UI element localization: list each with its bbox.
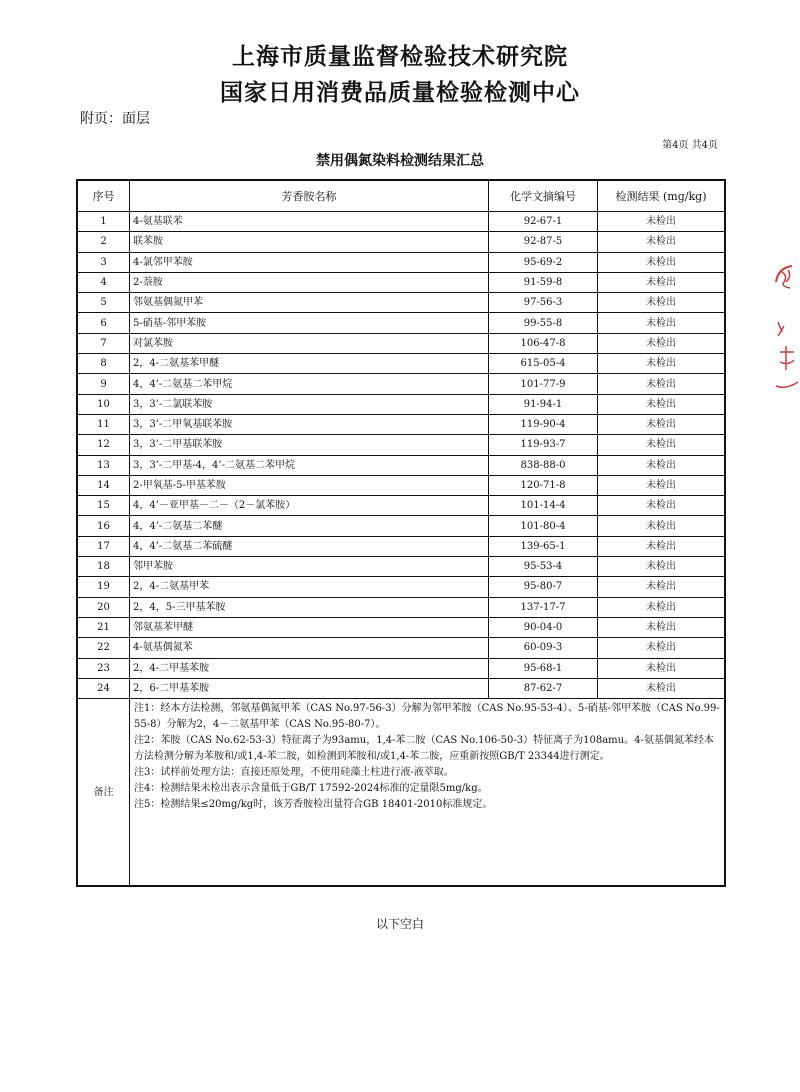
row-cas-number: 60-09-3 <box>489 638 598 658</box>
table-row <box>77 617 725 637</box>
table-header-row <box>77 180 725 212</box>
note-3: 注3：试样前处理方法：直接还原处理，不使用硅藻土柱进行液-液萃取。 <box>134 767 454 779</box>
row-serial: 2 <box>77 232 130 252</box>
row-result: 未检出 <box>598 414 726 434</box>
table-row <box>77 536 725 556</box>
table-row <box>77 516 725 536</box>
attachment-label: 附页：面层 <box>80 111 150 127</box>
table-row <box>77 232 725 252</box>
row-amine-name: 2，4-二甲基苯胺 <box>130 658 489 678</box>
row-amine-name: 邻氨基苯甲醚 <box>130 617 489 637</box>
row-serial: 24 <box>77 678 130 698</box>
table-row <box>77 333 725 353</box>
table-row <box>77 212 725 232</box>
row-amine-name: 5-硝基-邻甲苯胺 <box>130 313 489 333</box>
table-row <box>77 455 725 475</box>
header-result: 检测结果 (mg/kg) <box>598 180 726 212</box>
row-cas-number: 97-56-3 <box>489 293 598 313</box>
table-row <box>77 638 725 658</box>
row-cas-number: 95-68-1 <box>489 658 598 678</box>
row-amine-name: 邻氨基偶氮甲苯 <box>130 293 489 313</box>
notes-row <box>77 699 725 887</box>
note-4: 注4：检测结果未检出表示含量低于GB/T 17592-2024标准的定量限5mg/kg。 <box>134 783 488 795</box>
row-result: 未检出 <box>598 435 726 455</box>
row-result: 未检出 <box>598 658 726 678</box>
row-result: 未检出 <box>598 617 726 637</box>
row-amine-name: 4，4’－亚甲基－二－（2－氯苯胺） <box>130 496 489 516</box>
row-cas-number: 99-55-8 <box>489 313 598 333</box>
row-amine-name: 2，4-二氨基甲苯 <box>130 577 489 597</box>
row-result: 未检出 <box>598 212 726 232</box>
table-row <box>77 394 725 414</box>
row-result: 未检出 <box>598 678 726 698</box>
row-result: 未检出 <box>598 374 726 394</box>
table-row <box>77 658 725 678</box>
row-cas-number: 615-05-4 <box>489 354 598 374</box>
row-cas-number: 90-04-0 <box>489 617 598 637</box>
table-row <box>77 597 725 617</box>
row-result: 未检出 <box>598 496 726 516</box>
row-cas-number: 87-62-7 <box>489 678 598 698</box>
row-amine-name: 联苯胺 <box>130 232 489 252</box>
row-result: 未检出 <box>598 313 726 333</box>
row-serial: 14 <box>77 475 130 495</box>
row-amine-name: 2，4-二氨基苯甲醚 <box>130 354 489 374</box>
row-result: 未检出 <box>598 597 726 617</box>
row-serial: 15 <box>77 496 130 516</box>
table-row <box>77 374 725 394</box>
table-row <box>77 557 725 577</box>
row-serial: 11 <box>77 414 130 434</box>
row-amine-name: 4，4’-二氨基二苯醚 <box>130 516 489 536</box>
row-serial: 7 <box>77 333 130 353</box>
row-amine-name: 2，6-二甲基苯胺 <box>130 678 489 698</box>
row-cas-number: 92-67-1 <box>489 212 598 232</box>
row-serial: 8 <box>77 354 130 374</box>
header-amine-name: 芳香胺名称 <box>130 180 489 212</box>
row-serial: 9 <box>77 374 130 394</box>
table-row <box>77 354 725 374</box>
row-cas-number: 120-71-8 <box>489 475 598 495</box>
note-2: 注2：苯胺（CAS No.62-53-3）特征离子为93amu，1,4-苯二胺（CAS No.106-50-3）特征离子为108amu。4-氨基偶氮苯经本方法检测分解为苯胺和/或1,4-苯二胺，如检测到苯胺和/或1,4-苯二胺，应重新按照GB/T 23344进行测定。 <box>134 735 714 763</box>
table-row <box>77 414 725 434</box>
notes-label: 备注 <box>77 699 130 887</box>
stamp-icon <box>772 262 800 392</box>
header-cas: 化学文摘编号 <box>489 180 598 212</box>
table-row <box>77 293 725 313</box>
row-serial: 18 <box>77 557 130 577</box>
row-cas-number: 95-53-4 <box>489 557 598 577</box>
table-title: 禁用偶氮染料检测结果汇总 <box>316 153 484 169</box>
row-amine-name: 3，3’-二甲基-4，4’-二氨基二苯甲烷 <box>130 455 489 475</box>
row-result: 未检出 <box>598 577 726 597</box>
row-amine-name: 4-氨基联苯 <box>130 212 489 232</box>
row-serial: 13 <box>77 455 130 475</box>
row-amine-name: 4，4’-二氨基二苯硫醚 <box>130 536 489 556</box>
row-result: 未检出 <box>598 536 726 556</box>
row-result: 未检出 <box>598 232 726 252</box>
row-cas-number: 91-94-1 <box>489 394 598 414</box>
row-amine-name: 4，4’-二氨基二苯甲烷 <box>130 374 489 394</box>
row-serial: 20 <box>77 597 130 617</box>
institute-title: 上海市质量监督检验技术研究院 <box>232 44 568 70</box>
row-serial: 23 <box>77 658 130 678</box>
row-result: 未检出 <box>598 354 726 374</box>
row-cas-number: 92-87-5 <box>489 232 598 252</box>
row-serial: 17 <box>77 536 130 556</box>
row-amine-name: 3，3’-二氯联苯胺 <box>130 394 489 414</box>
row-cas-number: 137-17-7 <box>489 597 598 617</box>
header-serial: 序号 <box>77 180 130 212</box>
table-row <box>77 678 725 698</box>
table-row <box>77 252 725 272</box>
row-amine-name: 4-氨基偶氮苯 <box>130 638 489 658</box>
row-amine-name: 3，3’-二甲基联苯胺 <box>130 435 489 455</box>
row-result: 未检出 <box>598 394 726 414</box>
row-result: 未检出 <box>598 638 726 658</box>
table-row <box>77 475 725 495</box>
table-row <box>77 577 725 597</box>
row-serial: 22 <box>77 638 130 658</box>
notes-content <box>130 699 726 887</box>
center-title: 国家日用消费品质量检验检测中心 <box>220 80 580 106</box>
row-serial: 10 <box>77 394 130 414</box>
row-amine-name: 2，4，5-三甲基苯胺 <box>130 597 489 617</box>
row-cas-number: 139-65-1 <box>489 536 598 556</box>
row-cas-number: 119-93-7 <box>489 435 598 455</box>
row-result: 未检出 <box>598 293 726 313</box>
results-table <box>76 179 726 887</box>
row-serial: 12 <box>77 435 130 455</box>
row-amine-name: 2-萘胺 <box>130 272 489 292</box>
row-cas-number: 838-88-0 <box>489 455 598 475</box>
row-result: 未检出 <box>598 475 726 495</box>
row-serial: 4 <box>77 272 130 292</box>
table-row <box>77 272 725 292</box>
row-result: 未检出 <box>598 272 726 292</box>
row-cas-number: 101-14-4 <box>489 496 598 516</box>
table-row <box>77 435 725 455</box>
page-number: 第4页 共4页 <box>662 140 718 151</box>
table-row <box>77 496 725 516</box>
note-1: 注1：经本方法检测，邻氨基偶氮甲苯（CAS No.97-56-3）分解为邻甲苯胺（CAS No.95-53-4）、5-硝基-邻甲苯胺（CAS No.99-55-8）分解为2，4－二氨基甲苯（CAS No.95-80-7）。 <box>134 703 720 731</box>
row-serial: 21 <box>77 617 130 637</box>
row-serial: 19 <box>77 577 130 597</box>
row-amine-name: 邻甲苯胺 <box>130 557 489 577</box>
row-result: 未检出 <box>598 516 726 536</box>
end-of-page-text: 以下空白 <box>375 917 424 931</box>
row-serial: 6 <box>77 313 130 333</box>
row-serial: 1 <box>77 212 130 232</box>
row-amine-name: 2-甲氧基-5-甲基苯胺 <box>130 475 489 495</box>
row-amine-name: 对氯苯胺 <box>130 333 489 353</box>
row-cas-number: 119-90-4 <box>489 414 598 434</box>
row-result: 未检出 <box>598 455 726 475</box>
row-result: 未检出 <box>598 333 726 353</box>
row-amine-name: 4-氯邻甲苯胺 <box>130 252 489 272</box>
row-result: 未检出 <box>598 557 726 577</box>
row-serial: 3 <box>77 252 130 272</box>
row-cas-number: 106-47-8 <box>489 333 598 353</box>
row-cas-number: 101-80-4 <box>489 516 598 536</box>
row-amine-name: 3，3’-二甲氧基联苯胺 <box>130 414 489 434</box>
note-5: 注5：检测结果≤20mg/kg时，该芳香胺检出量符合GB 18401-2010标准规定。 <box>134 799 493 811</box>
row-serial: 16 <box>77 516 130 536</box>
row-cas-number: 95-80-7 <box>489 577 598 597</box>
table-row <box>77 313 725 333</box>
row-serial: 5 <box>77 293 130 313</box>
row-cas-number: 101-77-9 <box>489 374 598 394</box>
row-cas-number: 95-69-2 <box>489 252 598 272</box>
row-cas-number: 91-59-8 <box>489 272 598 292</box>
row-result: 未检出 <box>598 252 726 272</box>
